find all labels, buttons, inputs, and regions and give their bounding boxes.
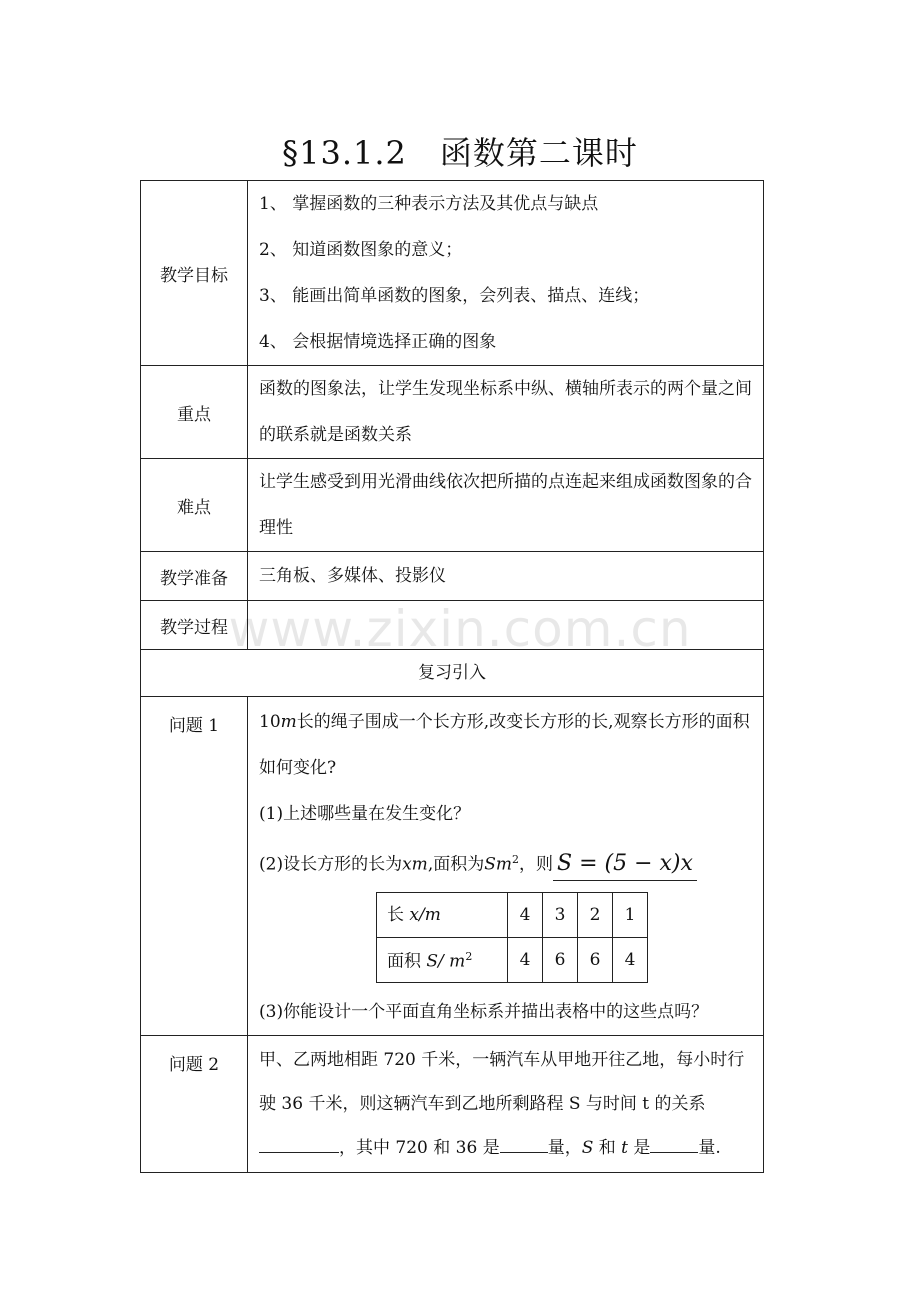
question-2-label: 问题 2 bbox=[141, 1035, 248, 1172]
process-label: 教学过程 bbox=[141, 601, 248, 650]
review-heading: 复习引入 bbox=[141, 650, 764, 697]
preparation-row bbox=[141, 552, 764, 601]
question-1-sub-3: (3)你能设计一个平面直角坐标系并描出表格中的这些点吗？ bbox=[259, 1001, 709, 1022]
preparation-label: 教学准备 bbox=[141, 552, 248, 601]
difficulty-label: 难点 bbox=[141, 459, 248, 552]
area-cell: 6 bbox=[543, 937, 578, 982]
key-point-text: 函数的图象法，让学生发现坐标系中纵、横轴所表示的两个量之间的联系就是函数关系 bbox=[248, 366, 764, 459]
area-header: 面积 S/ $m^2$ bbox=[377, 937, 508, 982]
objectives-row bbox=[141, 181, 764, 366]
area-cell: 4 bbox=[613, 937, 648, 982]
process-row bbox=[141, 601, 764, 650]
question-1-sub-1: (1)上述哪些量在发生变化？ bbox=[259, 804, 471, 824]
lesson-plan-table bbox=[140, 180, 764, 1173]
length-cell: 1 bbox=[613, 892, 648, 937]
length-header: 长 x/m bbox=[377, 892, 508, 937]
difficulty-text: 让学生感受到用光滑曲线依次把所描的点连起来组成函数图象的合理性 bbox=[248, 459, 764, 552]
area-cell: 6 bbox=[578, 937, 613, 982]
length-cell: 2 bbox=[578, 892, 613, 937]
blank-relation[interactable] bbox=[259, 1136, 339, 1153]
answer-equation: S = (5 − x)x bbox=[553, 849, 697, 881]
watermark: www.zixin.com.cn bbox=[228, 600, 692, 658]
objectives-content bbox=[248, 181, 764, 366]
objectives-label: 教学目标 bbox=[141, 181, 248, 366]
preparation-text: 三角板、多媒体、投影仪 bbox=[248, 552, 764, 601]
question-1-content bbox=[248, 697, 764, 1036]
review-row bbox=[141, 650, 764, 697]
length-row bbox=[377, 892, 648, 937]
difficulty-row bbox=[141, 459, 764, 552]
area-row bbox=[377, 937, 648, 982]
process-content bbox=[248, 601, 764, 650]
question-1-row bbox=[141, 697, 764, 1036]
key-point-row bbox=[141, 366, 764, 459]
question-1-label: 问题 1 bbox=[141, 697, 248, 1036]
question-2-row bbox=[141, 1035, 764, 1172]
page-title: §13.1.2 函数第二课时 bbox=[282, 134, 638, 172]
blank-variable[interactable] bbox=[650, 1136, 698, 1153]
length-cell: 3 bbox=[543, 892, 578, 937]
values-table bbox=[376, 892, 648, 983]
question-1-sub-2: (2)设长方形的长为xm,面积为Sm$^2$，则 S = (5 − x)x bbox=[259, 837, 753, 888]
objective-item: 3、 能画出简单函数的图象，会列表、描点、连线； bbox=[259, 286, 650, 306]
objective-item: 2、 知道函数图象的意义； bbox=[259, 240, 463, 260]
objective-item: 1、 掌握函数的三种表示方法及其优点与缺点 bbox=[259, 194, 599, 214]
question-1-intro: 10m长的绳子围成一个长方形,改变长方形的长,观察长方形的面积如何变化? bbox=[259, 712, 750, 778]
blank-constant[interactable] bbox=[500, 1136, 548, 1153]
objective-item: 4、 会根据情境选择正确的图象 bbox=[259, 332, 497, 352]
length-cell: 4 bbox=[508, 892, 543, 937]
area-cell: 4 bbox=[508, 937, 543, 982]
question-2-content: 甲、乙两地相距 720 千米，一辆汽车从甲地开往乙地，每小时行驶 36 千米，则这辆汽车到乙地所剩路程 S 与时间 t 的关系，其中 720 和 36 是 量，S 和 t 是 量. bbox=[248, 1035, 764, 1172]
key-point-label: 重点 bbox=[141, 366, 248, 459]
